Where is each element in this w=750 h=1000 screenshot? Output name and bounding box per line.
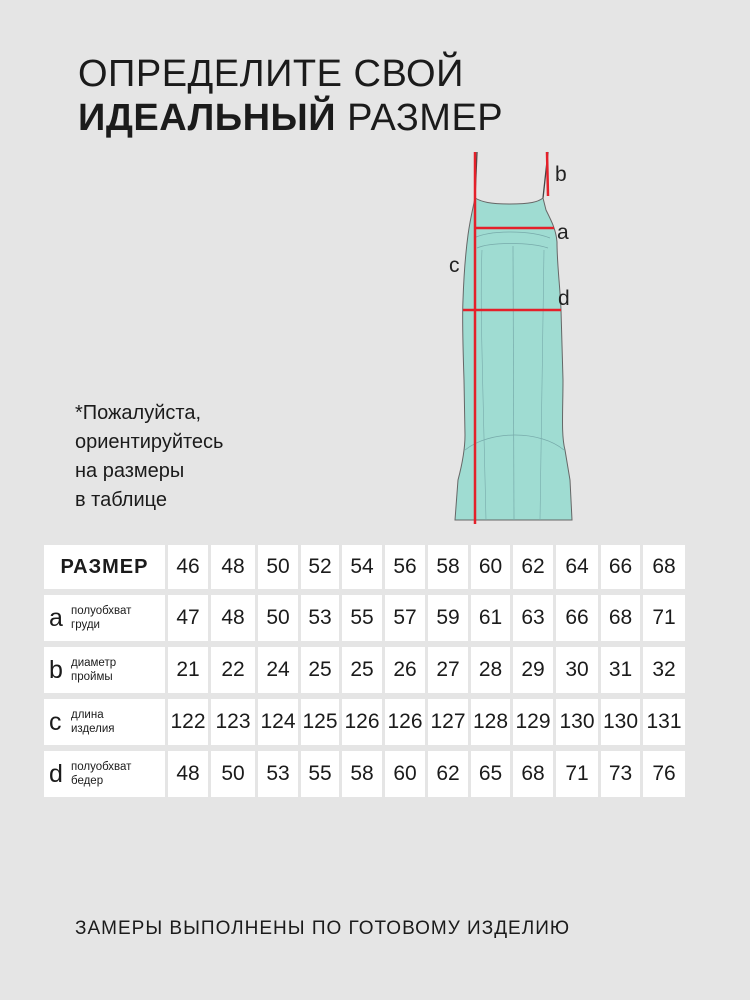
table-cell: 130 — [601, 699, 640, 745]
dress-measurement-diagram — [430, 150, 590, 530]
size-table — [44, 545, 688, 803]
table-cell: 68 — [601, 595, 640, 641]
table-cell: 129 — [513, 699, 553, 745]
table-cell: 60 — [385, 751, 425, 797]
note-line-4: в таблице — [75, 489, 167, 511]
table-cell: 130 — [556, 699, 598, 745]
table-cell: 25 — [301, 647, 339, 693]
table-cell: 55 — [301, 751, 339, 797]
table-cell: 128 — [471, 699, 510, 745]
row-desc-2: проймы — [71, 671, 113, 683]
row-desc — [71, 708, 115, 736]
table-header-row — [44, 545, 688, 589]
title-normal-word: РАЗМЕР — [336, 97, 504, 139]
table-cell: 126 — [342, 699, 382, 745]
title-line-2 — [78, 96, 503, 140]
table-cell: 127 — [428, 699, 468, 745]
label-a: a — [557, 221, 569, 244]
size-46: 46 — [168, 545, 208, 589]
size-48: 48 — [211, 545, 255, 589]
table-cell: 48 — [168, 751, 208, 797]
label-c: c — [449, 254, 460, 277]
header-size-label: РАЗМЕР — [44, 545, 165, 589]
size-62: 62 — [513, 545, 553, 589]
size-56: 56 — [385, 545, 425, 589]
table-cell: 32 — [643, 647, 685, 693]
row-desc — [71, 760, 131, 788]
size-52: 52 — [301, 545, 339, 589]
row-label — [44, 595, 165, 641]
footer-note: ЗАМЕРЫ ВЫПОЛНЕНЫ ПО ГОТОВОМУ ИЗДЕЛИЮ — [75, 918, 571, 939]
size-64: 64 — [556, 545, 598, 589]
size-66: 66 — [601, 545, 640, 589]
table-cell: 122 — [168, 699, 208, 745]
table-row — [44, 699, 688, 745]
note-line-1: *Пожалуйста, — [75, 402, 202, 424]
table-cell: 26 — [385, 647, 425, 693]
row-desc-1: полуобхват — [71, 761, 132, 773]
row-desc-1: длина — [71, 709, 104, 721]
table-cell: 71 — [643, 595, 685, 641]
table-cell: 50 — [211, 751, 255, 797]
title-line-1: ОПРЕДЕЛИТЕ СВОЙ — [78, 53, 464, 95]
table-row — [44, 751, 688, 797]
row-desc-2: бедер — [71, 775, 104, 787]
title-bold-word: ИДЕАЛЬНЫЙ — [78, 97, 337, 139]
measure-line-b-right — [547, 152, 548, 196]
row-desc-1: полуобхват — [71, 605, 132, 617]
table-cell: 131 — [643, 699, 685, 745]
table-cell: 27 — [428, 647, 468, 693]
table-cell: 31 — [601, 647, 640, 693]
label-d: d — [558, 287, 570, 310]
note-line-3: на размеры — [75, 460, 185, 482]
table-cell: 53 — [301, 595, 339, 641]
table-cell: 65 — [471, 751, 510, 797]
table-cell: 30 — [556, 647, 598, 693]
row-desc-1: диаметр — [71, 657, 117, 669]
size-58: 58 — [428, 545, 468, 589]
size-60: 60 — [471, 545, 510, 589]
table-cell: 66 — [556, 595, 598, 641]
table-cell: 61 — [471, 595, 510, 641]
table-cell: 47 — [168, 595, 208, 641]
table-cell: 124 — [258, 699, 298, 745]
page-title — [78, 52, 503, 140]
table-cell: 76 — [643, 751, 685, 797]
row-label — [44, 647, 165, 693]
row-desc-2: изделия — [71, 723, 115, 735]
table-cell: 21 — [168, 647, 208, 693]
table-cell: 71 — [556, 751, 598, 797]
table-cell: 59 — [428, 595, 468, 641]
table-cell: 58 — [342, 751, 382, 797]
row-letter: c — [49, 707, 62, 736]
table-cell: 50 — [258, 595, 298, 641]
table-cell: 28 — [471, 647, 510, 693]
table-cell: 68 — [513, 751, 553, 797]
table-cell: 123 — [211, 699, 255, 745]
table-cell: 25 — [342, 647, 382, 693]
table-cell: 53 — [258, 751, 298, 797]
table-cell: 48 — [211, 595, 255, 641]
table-cell: 125 — [301, 699, 339, 745]
label-b: b — [555, 163, 567, 186]
row-desc — [71, 656, 116, 684]
row-letter: a — [49, 603, 63, 632]
row-desc — [71, 604, 131, 632]
table-cell: 62 — [428, 751, 468, 797]
size-54: 54 — [342, 545, 382, 589]
table-row — [44, 647, 688, 693]
table-cell: 22 — [211, 647, 255, 693]
table-row — [44, 595, 688, 641]
size-note — [75, 399, 223, 515]
row-label — [44, 751, 165, 797]
table-cell: 29 — [513, 647, 553, 693]
row-desc-2: груди — [71, 619, 100, 631]
note-line-2: ориентируйтесь — [75, 431, 224, 453]
size-68: 68 — [643, 545, 685, 589]
row-letter: d — [49, 759, 63, 788]
row-label — [44, 699, 165, 745]
row-letter: b — [49, 655, 63, 684]
table-cell: 73 — [601, 751, 640, 797]
table-cell: 63 — [513, 595, 553, 641]
table-cell: 126 — [385, 699, 425, 745]
table-cell: 57 — [385, 595, 425, 641]
table-cell: 55 — [342, 595, 382, 641]
size-50: 50 — [258, 545, 298, 589]
table-cell: 24 — [258, 647, 298, 693]
